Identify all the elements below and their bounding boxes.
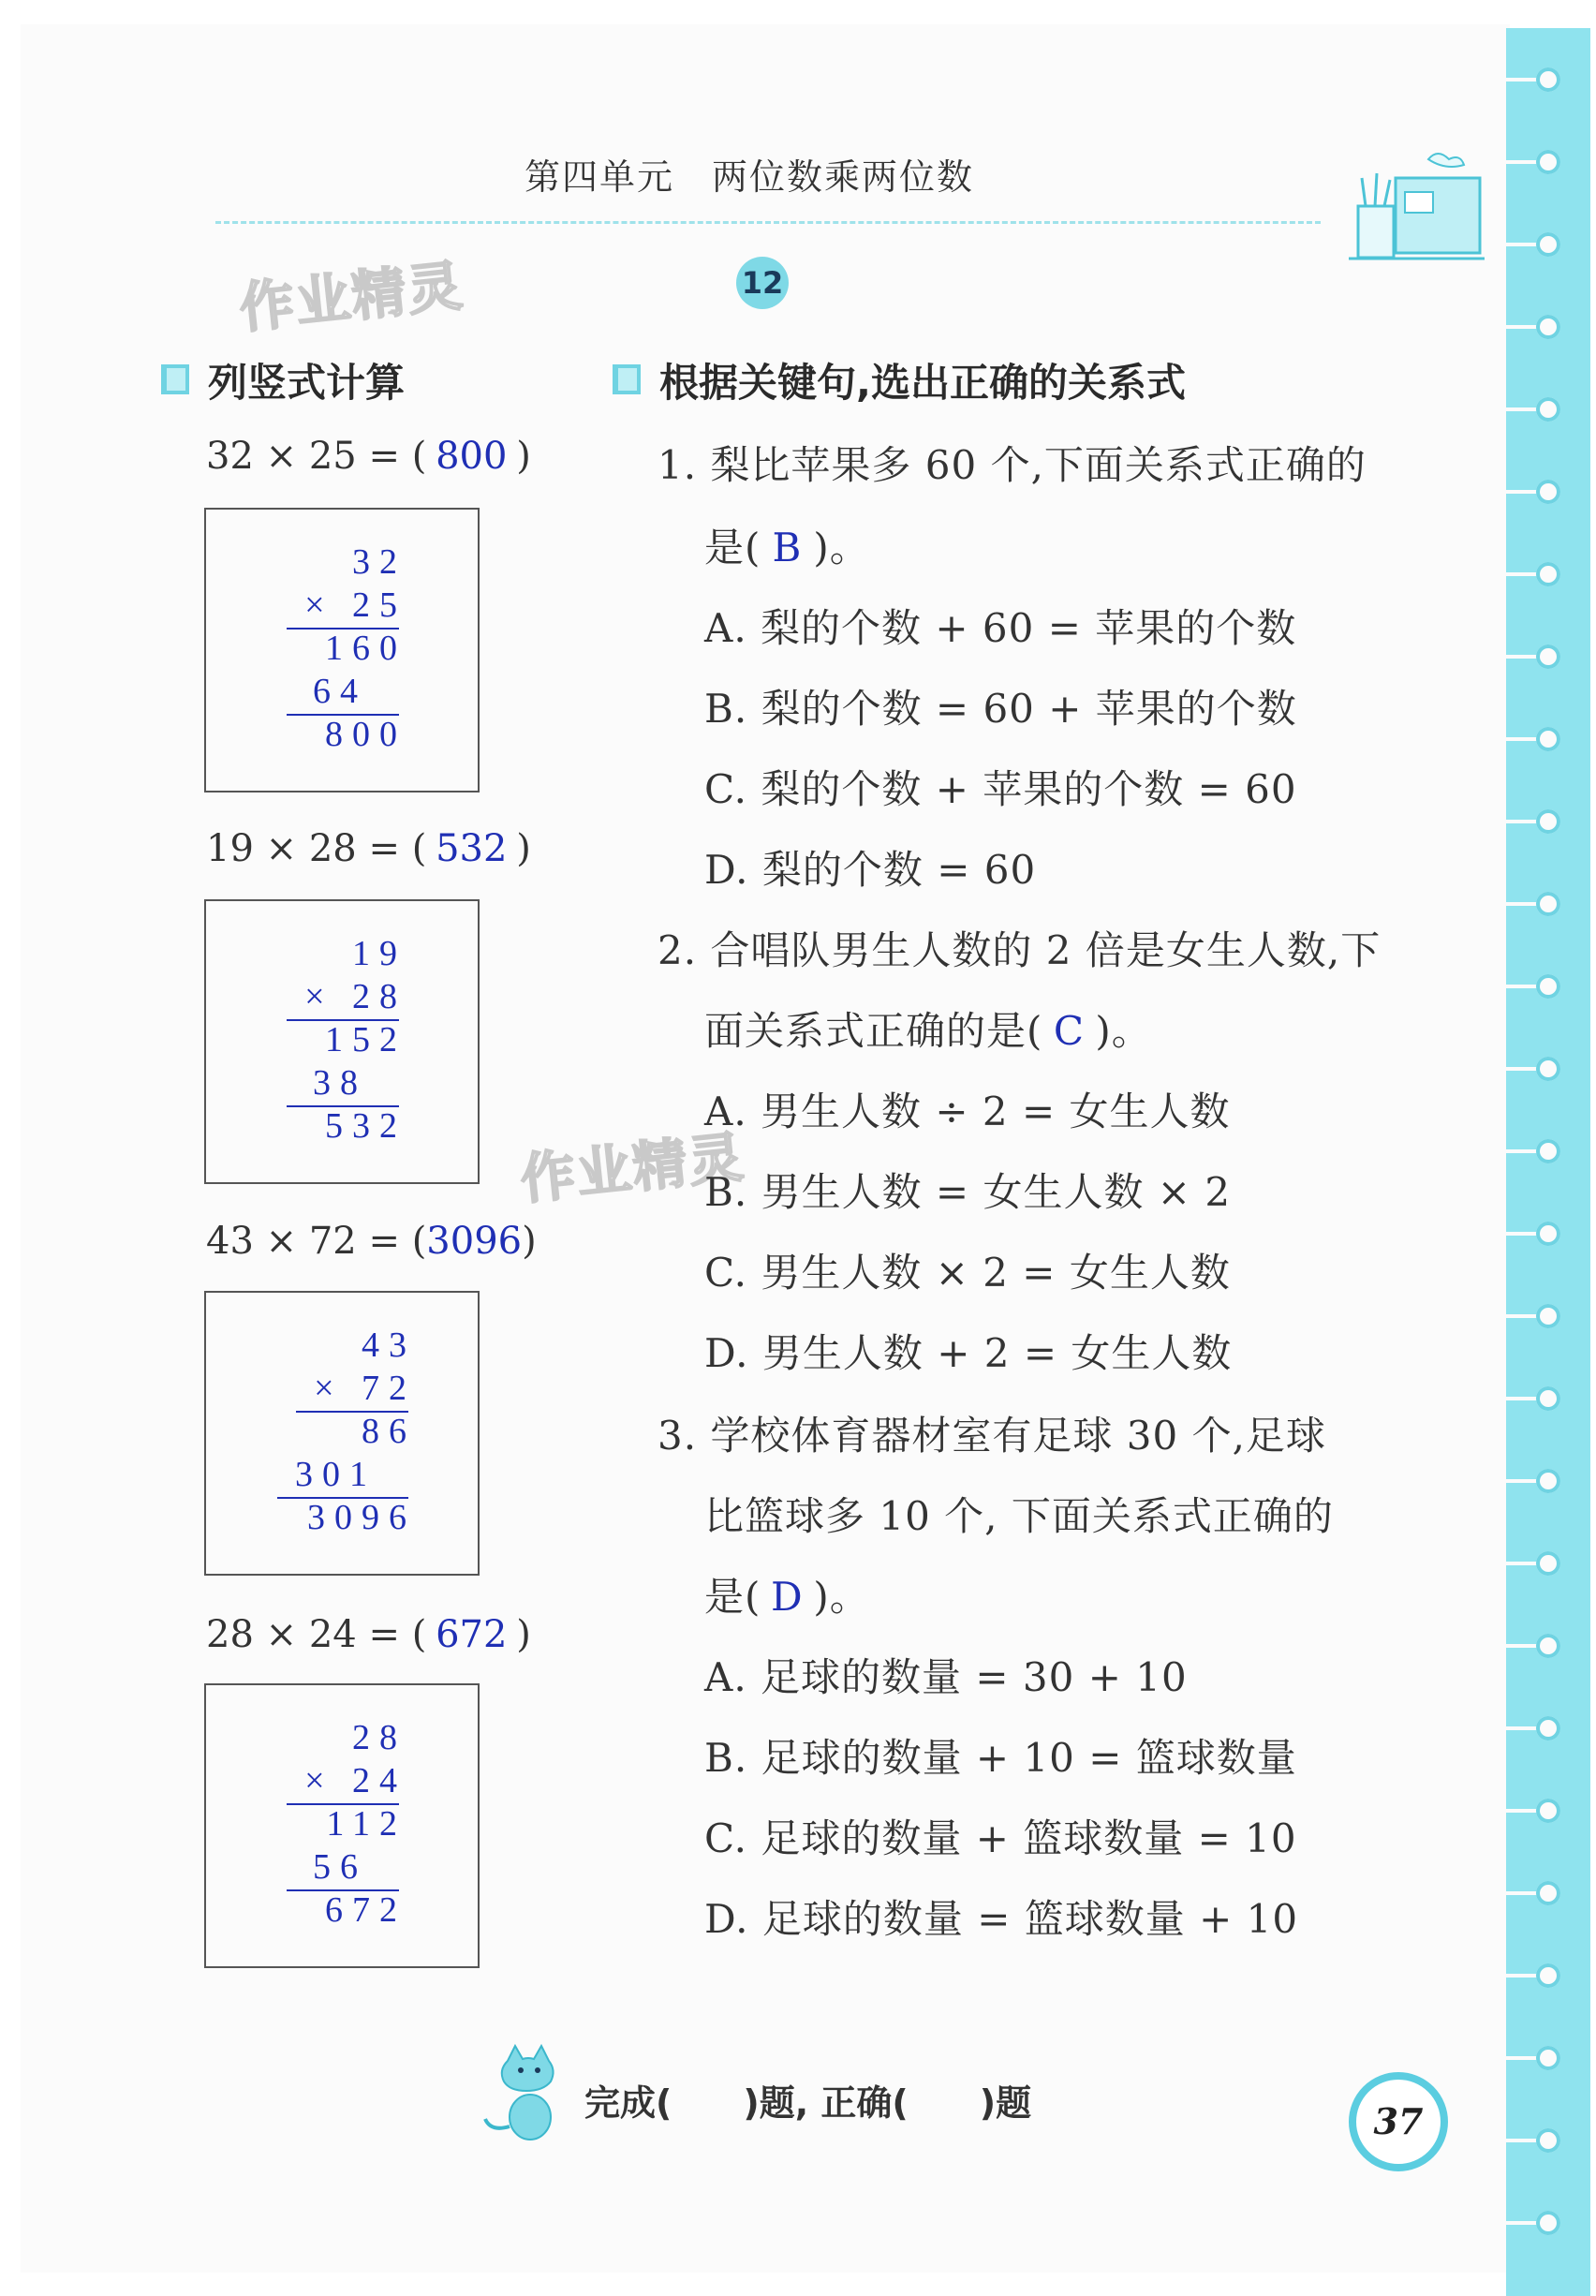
- option: A. 足球的数量 = 30 + 10: [704, 1654, 1188, 1700]
- question-2-stem: 2. 合唱队男生人数的 2 倍是女生人数,下: [658, 927, 1382, 973]
- option: A. 男生人数 ÷ 2 = 女生人数: [704, 1089, 1231, 1134]
- binding-hole: [1536, 892, 1560, 916]
- option: D. 足球的数量 = 篮球数量 + 10: [704, 1896, 1299, 1942]
- binding-cut: [1506, 1067, 1538, 1071]
- page-number: 37: [1349, 2072, 1448, 2171]
- binding-hole: [1536, 397, 1560, 422]
- binding-cut: [1506, 1974, 1538, 1978]
- question-1-stem: 1. 梨比苹果多 60 个,下面关系式正确的: [658, 442, 1367, 488]
- section-title-vertical-calc: 列竖式计算: [208, 360, 406, 406]
- binding-hole: [1536, 1963, 1560, 1988]
- binding-hole: [1536, 1386, 1560, 1411]
- equation: 19 × 28 = ( 532 ): [206, 827, 531, 870]
- binding-cut: [1506, 2221, 1538, 2225]
- binding-cut: [1506, 655, 1538, 659]
- option: C. 梨的个数 + 苹果的个数 = 60: [704, 766, 1297, 812]
- binding-cut: [1506, 325, 1538, 329]
- binding-cut: [1506, 1479, 1538, 1483]
- question-1-answer-line: 是( B )。: [704, 525, 870, 570]
- binding-hole: [1536, 1469, 1560, 1493]
- binding-hole: [1536, 1716, 1560, 1741]
- binding-hole: [1536, 2128, 1560, 2153]
- binding-cut: [1506, 243, 1538, 246]
- binding-hole: [1536, 562, 1560, 586]
- lesson-badge: 12: [736, 257, 789, 309]
- cat-mascot-icon: [480, 2042, 573, 2145]
- binding-cut: [1506, 1314, 1538, 1318]
- binding-hole: [1536, 480, 1560, 504]
- binding-hole: [1536, 1634, 1560, 1658]
- section-book-icon: [157, 361, 195, 398]
- binding-hole: [1536, 1799, 1560, 1823]
- binding-cut: [1506, 407, 1538, 411]
- binding-cut: [1506, 160, 1538, 164]
- binding-hole: [1536, 2211, 1560, 2235]
- binding-hole: [1536, 974, 1560, 999]
- option: D. 梨的个数 = 60: [704, 847, 1037, 893]
- option: B. 男生人数 = 女生人数 × 2: [704, 1169, 1232, 1215]
- watermark: 作业精灵: [236, 253, 467, 341]
- answer: D: [771, 1574, 804, 1620]
- binding-cut: [1506, 490, 1538, 494]
- question-3-stem: 3. 学校体育器材室有足球 30 个,足球: [658, 1413, 1326, 1459]
- completion-tally: 完成( )题, 正确( )题: [584, 2082, 1032, 2124]
- binding-cut: [1506, 902, 1538, 906]
- binding-hole: [1536, 1139, 1560, 1163]
- calc-box: 28 × 24 112 56 672: [204, 1683, 480, 1968]
- option: D. 男生人数 + 2 = 女生人数: [704, 1330, 1233, 1376]
- section-title-relation: 根据关键句,选出正确的关系式: [659, 360, 1186, 406]
- binding-cut: [1506, 78, 1538, 81]
- header-divider: [215, 221, 1321, 224]
- answer: C: [1053, 1008, 1085, 1054]
- binding-cut: [1506, 1562, 1538, 1565]
- answer: 800: [436, 435, 508, 478]
- option: B. 梨的个数 = 60 + 苹果的个数: [704, 686, 1297, 732]
- binding-cut: [1506, 2139, 1538, 2142]
- binding-cut: [1506, 572, 1538, 576]
- option: A. 梨的个数 + 60 = 苹果的个数: [704, 605, 1297, 651]
- binding-hole: [1536, 1304, 1560, 1328]
- answer: 672: [436, 1613, 508, 1656]
- question-2-answer-line: 面关系式正确的是( C )。: [704, 1008, 1152, 1054]
- binding-cut: [1506, 820, 1538, 823]
- question-3-answer-line: 是( D )。: [704, 1574, 870, 1620]
- binding-hole: [1536, 150, 1560, 174]
- binding-hole: [1536, 2046, 1560, 2070]
- binding-strip: [1506, 28, 1590, 2296]
- binding-hole: [1536, 1881, 1560, 1905]
- binding-hole: [1536, 644, 1560, 669]
- calc-box: 32 × 25 160 64 800: [204, 508, 480, 792]
- binding-hole: [1536, 1057, 1560, 1081]
- answer: 532: [436, 827, 508, 870]
- answer: 3096: [426, 1220, 523, 1263]
- page-header-title: 第四单元 两位数乘两位数: [525, 156, 975, 198]
- binding-hole: [1536, 809, 1560, 834]
- binding-hole: [1536, 232, 1560, 257]
- question-3-stem-cont: 比篮球多 10 个, 下面关系式正确的: [704, 1493, 1334, 1539]
- section-book-icon: [609, 361, 646, 398]
- binding-cut: [1506, 1726, 1538, 1730]
- calc-box: 43 × 72 86 301 3096: [204, 1291, 480, 1576]
- equation: 32 × 25 = ( 800 ): [206, 435, 531, 478]
- watermark: 作业精灵: [517, 1124, 748, 1212]
- desk-illustration-icon: [1339, 141, 1489, 272]
- binding-cut: [1506, 1232, 1538, 1236]
- option: B. 足球的数量 + 10 = 篮球数量: [704, 1735, 1297, 1781]
- binding-hole: [1536, 727, 1560, 751]
- answer: B: [772, 525, 803, 570]
- binding-hole: [1536, 1551, 1560, 1576]
- binding-hole: [1536, 1222, 1560, 1246]
- option: C. 男生人数 × 2 = 女生人数: [704, 1250, 1231, 1296]
- calc-box: 19 × 28 152 38 532: [204, 899, 480, 1184]
- option: C. 足球的数量 + 篮球数量 = 10: [704, 1815, 1297, 1861]
- binding-cut: [1506, 1891, 1538, 1895]
- binding-cut: [1506, 1149, 1538, 1153]
- binding-cut: [1506, 2056, 1538, 2060]
- binding-cut: [1506, 1809, 1538, 1813]
- binding-cut: [1506, 1644, 1538, 1648]
- binding-cut: [1506, 985, 1538, 988]
- equation: 28 × 24 = ( 672 ): [206, 1613, 531, 1656]
- binding-cut: [1506, 737, 1538, 741]
- binding-cut: [1506, 1397, 1538, 1400]
- binding-hole: [1536, 315, 1560, 339]
- binding-hole: [1536, 67, 1560, 92]
- equation: 43 × 72 = (3096): [206, 1220, 537, 1263]
